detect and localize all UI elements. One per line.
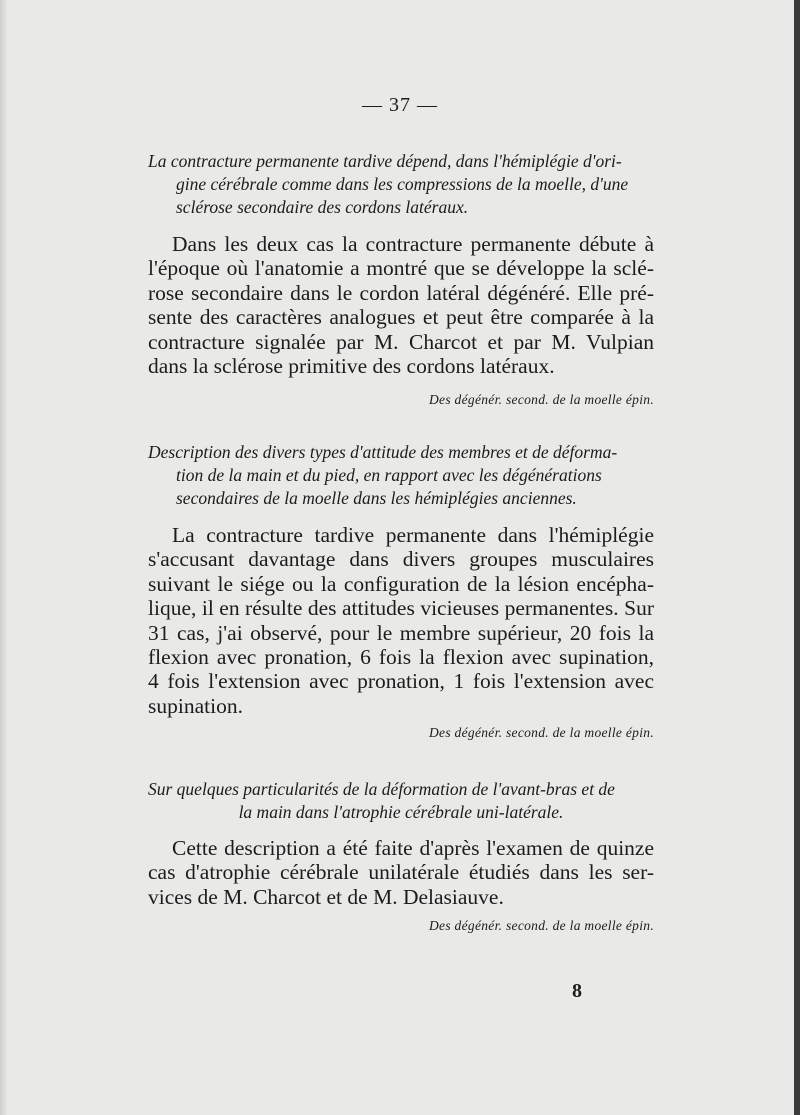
body-line: s'accusant davantage dans divers groupes musculaires [148,547,654,572]
heading-line: la main dans l'atrophie cérébrale uni-latérale. [238,802,564,822]
body-line: Cette description a été faite d'après l'examen de quinze [172,836,654,860]
section-3-heading [148,778,654,824]
body-line: l'époque où l'anatomie a montré que se développe la sclé- [148,256,654,281]
heading-line: Description des divers types d'attitude des membres et de déforma- [148,442,618,462]
section-2-citation: Des dégénér. second. de la moelle épin. [428,725,654,740]
section-3-body [148,836,654,909]
body-line: La contracture tardive permanente dans l'hémiplégie [172,523,654,547]
section-1-citation: Des dégénér. second. de la moelle épin. [428,392,654,407]
section-3-citation: Des dégénér. second. de la moelle épin. [428,918,654,933]
section-2-body [148,523,654,718]
printer-signature-mark: 8 [572,980,582,1002]
body-line: 31 cas, j'ai observé, pour le membre supérieur, 20 fois la [148,620,654,645]
body-line: lique, il en résulte des attitudes vicieuses permanentes. Sur [148,596,654,621]
heading-line: gine cérébrale comme dans les compressions de la moelle, d'une [176,174,629,194]
section-1-body [148,232,654,378]
body-line: suivant le siége ou la configuration de la lésion encépha- [148,571,654,596]
body-line: sente des caractères analogues et peut être comparée à la [148,305,654,330]
body-line: vices de M. Charcot et de M. Delasiauve. [148,884,504,909]
page-number: — 37 — [362,94,438,116]
page-shadow-left [0,0,8,1115]
heading-line: La contracture permanente tardive dépend, dans l'hémiplégie d'ori- [148,151,622,171]
section-1-heading [148,150,654,219]
section-2-heading [148,441,654,510]
body-line: dans la sclérose primitive des cordons latéraux. [148,354,555,379]
heading-line: Sur quelques particularités de la déformation de l'avant-bras et de [148,779,615,799]
heading-line: secondaires de la moelle dans les hémiplégies anciennes. [176,488,577,508]
body-line: 4 fois l'extension avec pronation, 1 fois l'extension avec [148,669,654,694]
body-line: contracture signalée par M. Charcot et par M. Vulpian [148,329,654,354]
body-line: Dans les deux cas la contracture permanente débute à [172,232,654,256]
body-line: cas d'atrophie cérébrale unilatérale étudiés dans les ser- [148,860,654,885]
body-line: supination. [148,693,243,718]
heading-line: tion de la main et du pied, en rapport avec les dégénérations [176,465,602,485]
body-line: rose secondaire dans le cordon latéral dégénéré. Elle pré- [148,280,654,305]
body-line: flexion avec pronation, 6 fois la flexion avec supination, [148,645,654,670]
heading-line: sclérose secondaire des cordons latéraux. [176,197,469,217]
page-edge-right [794,0,800,1115]
